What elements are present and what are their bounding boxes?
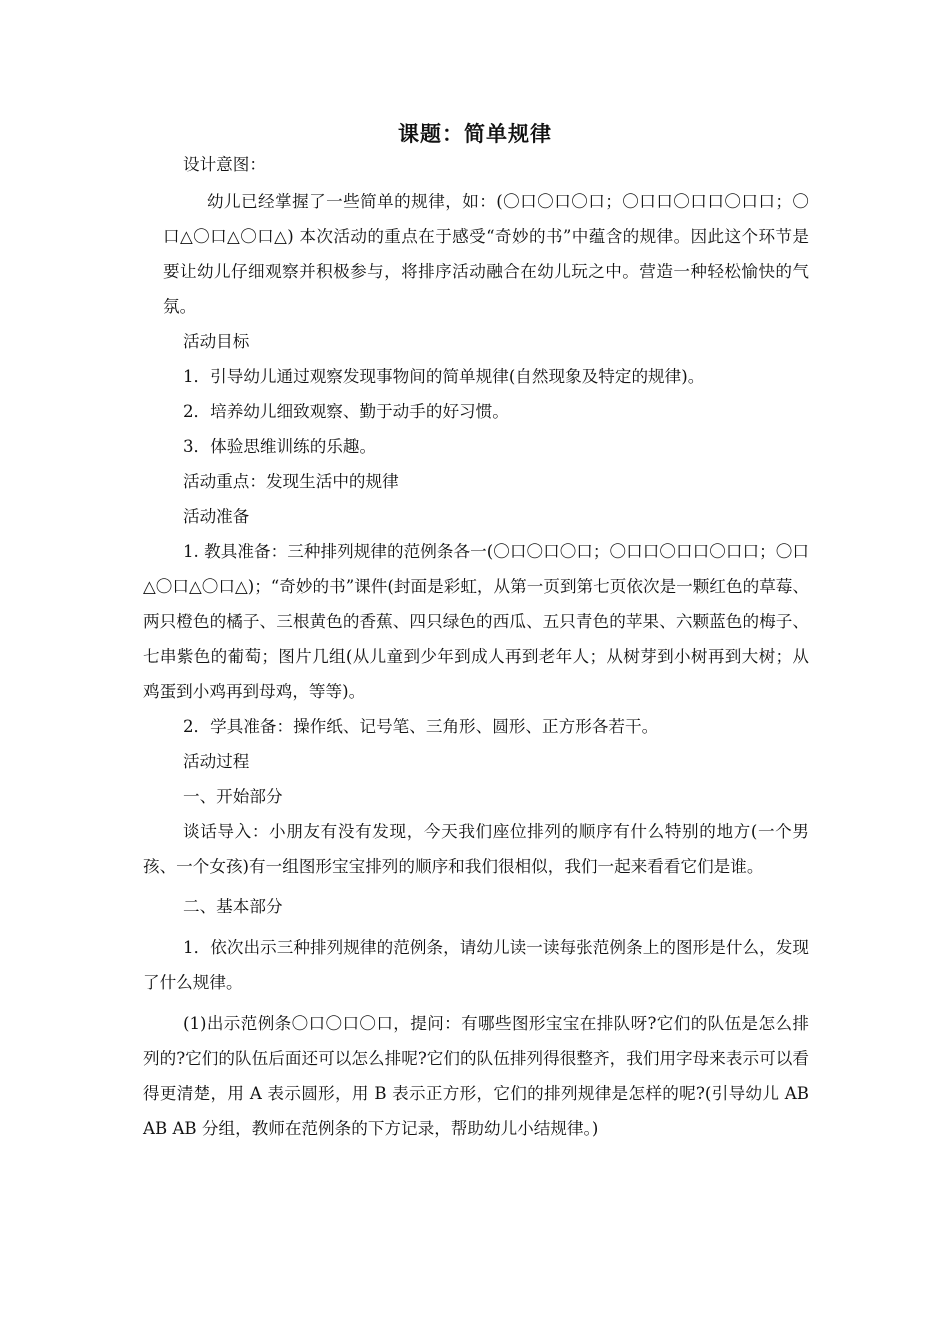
part2-subitem: (1)出示范例条〇口〇口〇口，提问：有哪些图形宝宝在排队呀?它们的队伍是怎么排列的?它们的队伍后面还可以怎么排呢?它们的队伍排列得很整齐，我们用字母来表示可以看得更清楚，用 A 表示圆形，用 B 表示正方形，它们的排列规律是怎样的呢?(引导幼儿 AB AB AB 分组，教师在范例条的下方记录，帮助幼儿小结规律。) (143, 1014, 809, 1138)
goal-item: 1．引导幼儿通过观察发现事物间的简单规律(自然现象及特定的规律)。 (183, 367, 705, 386)
preparation-item: 1. 教具准备：三种排列规律的范例条各一(〇口〇口〇口；〇口口〇口口〇口口；〇口△〇口△〇口△)；“奇妙的书”课件(封面是彩虹，从第一页到第七页依次是一颗红色的草莓、两只橙色的橘子、三根黄色的香蕉、四只绿色的西瓜、五只青色的苹果、六颗蓝色的梅子、七串紫色的葡萄；图片几组(从儿童到少年到成人再到老年人；从树芽到小树再到大树；从鸡蛋到小鸡再到母鸡，等等)。 (143, 542, 809, 701)
part2-heading: 二、基本部分 (183, 897, 283, 916)
activity-focus: 活动重点：发现生活中的规律 (183, 472, 399, 491)
document-body (143, 147, 809, 1146)
part2-item: 1．依次出示三种排列规律的范例条，请幼儿读一读每张范例条上的图形是什么，发现了什么规律。 (143, 938, 809, 992)
design-intent-heading: 设计意图： (183, 155, 266, 174)
design-intent-paragraph: 幼儿已经掌握了一些简单的规律，如：(〇口〇口〇口；〇口口〇口口〇口口；〇口△〇口△〇口△) 本次活动的重点在于感受“奇妙的书”中蕴含的规律。因此这个环节是要让幼儿仔细观察并积极参与，将排序活动融合在幼儿玩之中。营造一种轻松愉快的气氛。 (163, 192, 809, 316)
preparation-item: 2．学具准备：操作纸、记号笔、三角形、圆形、正方形各若干。 (183, 717, 659, 736)
process-heading: 活动过程 (183, 752, 250, 771)
part1-paragraph: 谈话导入：小朋友有没有发现，今天我们座位排列的顺序有什么特别的地方(一个男孩、一个女孩)有一组图形宝宝排列的顺序和我们很相似，我们一起来看看它们是谁。 (143, 822, 809, 876)
part1-heading: 一、开始部分 (183, 787, 283, 806)
document-title: 课题：简单规律 (398, 122, 552, 146)
preparation-heading: 活动准备 (183, 507, 250, 526)
goal-item: 3．体验思维训练的乐趣。 (183, 437, 377, 456)
goals-heading: 活动目标 (183, 332, 250, 351)
goal-item: 2．培养幼儿细致观察、勤于动手的好习惯。 (183, 402, 509, 421)
